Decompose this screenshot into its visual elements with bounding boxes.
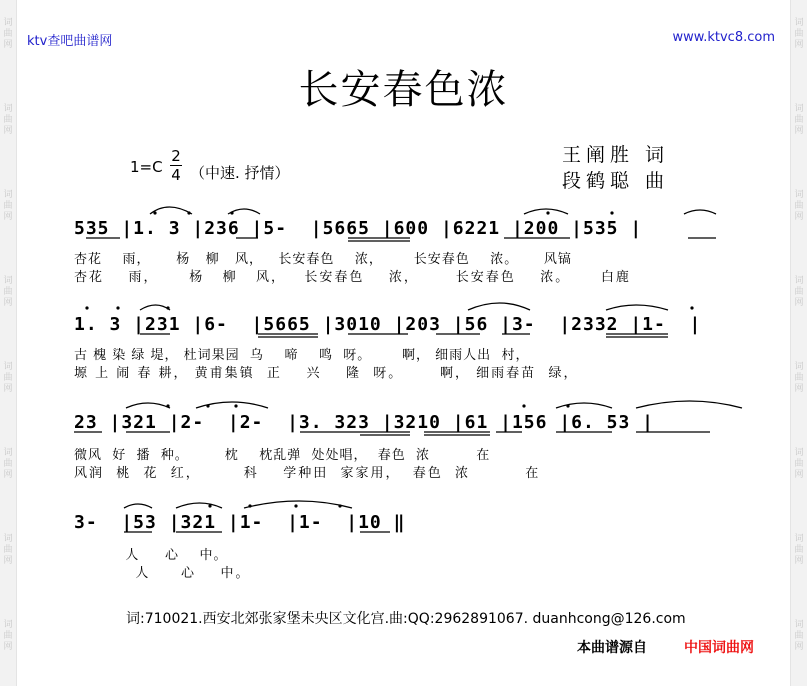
contact-footer: 词:710021.西安北郊张家堡未央区文化宫.曲:QQ:2962891067. duanhcong@126.com (126, 611, 686, 627)
lyric-row-2-verse-1: 古 槐 染 绿 堤， 杜词果园 乌 啼 鸣 呀。 啊， 细雨人出 村， (74, 348, 530, 363)
source-site-link[interactable]: 中国词曲网 (684, 640, 754, 656)
octave-dot (234, 404, 237, 407)
watermark-glyphs: 词 曲 网 (3, 362, 13, 394)
watermark-glyphs: 词 曲 网 (794, 448, 804, 480)
slur (524, 209, 568, 214)
slur (176, 503, 222, 508)
watermark-glyphs: 词 曲 网 (794, 104, 804, 136)
watermark-glyphs: 词 曲 网 (3, 448, 13, 480)
time-denominator: 4 (171, 166, 181, 184)
slur (140, 305, 170, 310)
notation-row-4: 3- |53 |321 |1- |1- |10 ‖ (74, 512, 406, 533)
composer-credit: 段鹤聪 曲 (562, 170, 670, 192)
watermark-glyphs: 词 曲 网 (794, 276, 804, 308)
octave-dot (187, 211, 190, 214)
tempo-marking: （中速. 抒情） (190, 164, 290, 182)
watermark-glyphs: 词 曲 网 (3, 620, 13, 652)
octave-dot (294, 504, 297, 507)
octave-dot (610, 211, 613, 214)
octave-dot (566, 404, 569, 407)
notation-row-2: 1. 3 |231 |6- |5665 |3010 |203 |56 |3- |2332 |1- | (74, 314, 702, 335)
octave-dot (166, 404, 169, 407)
octave-dot (116, 306, 119, 309)
lyric-row-2-verse-2: 塬 上 闹 春 耕， 黄甫集镇 正 兴 隆 呀。 啊， 细雨春苗 绿， (74, 366, 579, 381)
octave-dot (230, 211, 233, 214)
octave-dot (153, 211, 156, 214)
song-title: 长安春色浓 (298, 67, 509, 113)
slur (606, 305, 668, 310)
octave-dot (546, 211, 549, 214)
slur (124, 504, 152, 508)
watermark-glyphs: 词 曲 网 (794, 362, 804, 394)
time-numerator: 2 (171, 147, 181, 165)
slur (636, 401, 742, 408)
octave-dot (522, 404, 525, 407)
watermark-glyphs: 词 曲 网 (3, 276, 13, 308)
site-url-right[interactable]: www.ktvc8.com (672, 30, 775, 45)
source-label: 本曲谱源自 (577, 640, 647, 656)
watermark-glyphs: 词 曲 网 (794, 534, 804, 566)
notation-row-3: 23 |321 |2- |2- |3. 323 |3210 |61 |156 |6. 53 | (74, 412, 655, 433)
slur (244, 501, 352, 508)
watermark-glyphs: 词 曲 网 (3, 18, 13, 50)
watermark-glyphs: 词 曲 网 (794, 620, 804, 652)
slur (468, 303, 530, 310)
octave-dot (166, 306, 169, 309)
lyric-row-4-verse-1: 人 心 中。 (74, 548, 228, 563)
octave-dot (338, 504, 341, 507)
slur (556, 403, 612, 408)
lyricist-credit: 王阐胜 词 (562, 144, 670, 166)
lyric-row-3-verse-1: 微风 好 播 种。 枕 枕乱弹 处处唱， 春色 浓 在 (74, 448, 491, 463)
lyric-row-4-verse-2: 人 心 中。 (74, 566, 251, 581)
watermark-glyphs: 词 曲 网 (794, 190, 804, 222)
lyric-row-1-verse-1: 杏花 雨， 杨 柳 风， 长安春色 浓， 长安春色 浓。 风镐 (74, 252, 572, 267)
watermark-glyphs: 词 曲 网 (3, 104, 13, 136)
watermark-glyphs: 词 曲 网 (3, 190, 13, 222)
slur (684, 210, 716, 214)
octave-dot (208, 504, 211, 507)
octave-dot (248, 504, 251, 507)
octave-dot (690, 306, 693, 309)
site-name-left[interactable]: ktv查吧曲谱网 (27, 34, 113, 49)
lyric-row-3-verse-2: 风润 桃 花 红， 科 学种田 家家用， 春色 浓 在 (74, 466, 541, 481)
octave-dot (206, 404, 209, 407)
key-signature: 1=C (130, 158, 163, 176)
watermark-glyphs: 词 曲 网 (3, 534, 13, 566)
lyric-row-1-verse-2: 杏花 雨， 杨 柳 风， 长安春色 浓， 长安春色 浓。 白鹿 (74, 270, 631, 285)
watermark-glyphs: 词 曲 网 (794, 18, 804, 50)
notation-row-1: 535 |1. 3 |236 |5- |5665 |600 |6221 |200 |535 | (74, 218, 643, 239)
slur (126, 403, 170, 408)
octave-dot (85, 306, 88, 309)
